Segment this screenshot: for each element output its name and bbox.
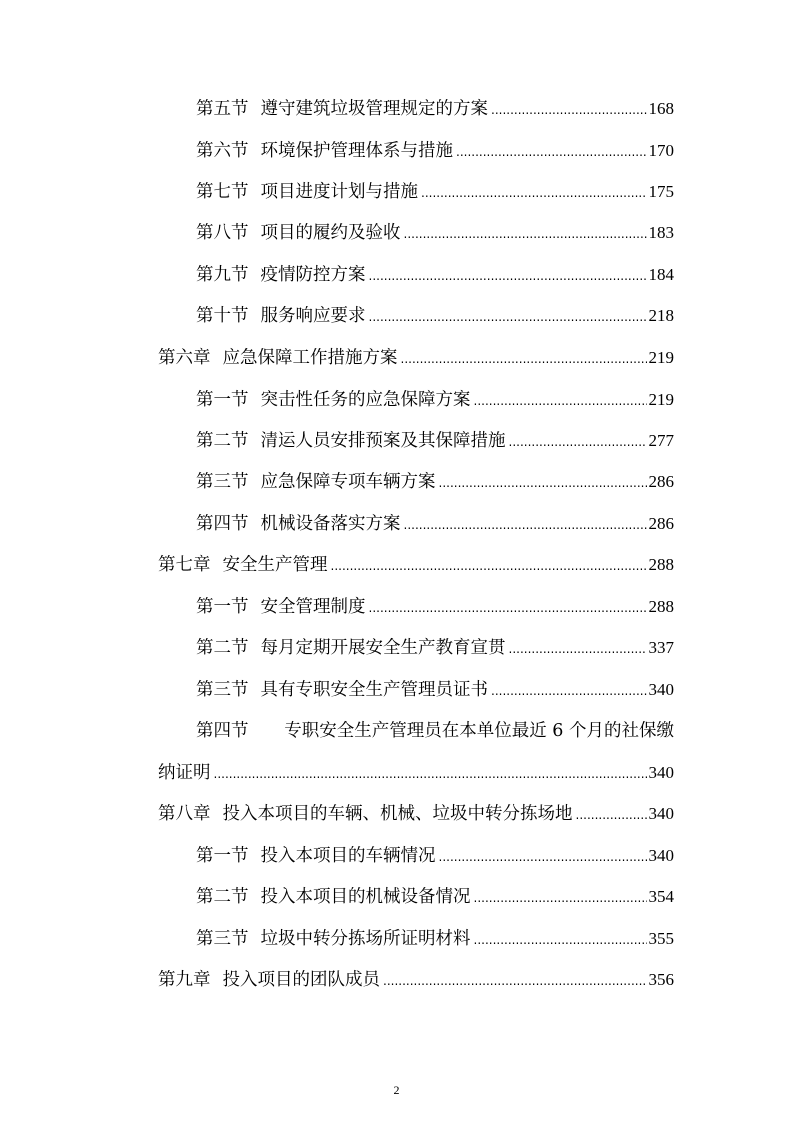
toc-entry[interactable] <box>196 305 674 328</box>
toc-page: 355 <box>648 929 674 948</box>
toc-entry[interactable] <box>196 140 674 163</box>
toc-title: 突击性任务的应急保障方案 <box>260 390 471 410</box>
leader-dots <box>509 431 647 453</box>
toc-entry[interactable] <box>196 596 674 619</box>
toc-label: 第八章 <box>158 804 211 824</box>
leader-dots <box>369 597 647 619</box>
toc-chapter-entry[interactable] <box>158 347 674 370</box>
toc-label: 第七章 <box>158 555 211 575</box>
leader-dots <box>404 223 647 245</box>
toc-label: 第六节 <box>196 141 249 161</box>
toc-page: 170 <box>648 141 674 160</box>
toc-title: 每月定期开展安全生产教育宣贯 <box>260 638 506 658</box>
toc-title: 安全管理制度 <box>260 597 366 617</box>
toc-label: 第二节 <box>196 887 249 907</box>
toc-label: 第四节 <box>196 721 249 741</box>
toc-label: 第九节 <box>196 265 249 285</box>
toc-title: 项目的履约及验收 <box>260 223 401 243</box>
toc-entry-wrapped-second-line[interactable] <box>158 762 674 785</box>
toc-page: 219 <box>648 390 674 409</box>
toc-page: 354 <box>648 887 674 906</box>
toc-label: 第一节 <box>196 390 249 410</box>
toc-page: 340 <box>648 804 674 823</box>
toc-page: 184 <box>648 265 674 284</box>
leader-dots <box>404 514 647 536</box>
leader-dots <box>421 182 647 204</box>
leader-dots <box>214 763 647 785</box>
toc-page: 356 <box>648 970 674 989</box>
toc-entry[interactable] <box>196 513 674 536</box>
toc-label: 第三节 <box>196 472 249 492</box>
toc-entry[interactable] <box>196 637 674 660</box>
toc-entry[interactable] <box>196 264 674 287</box>
leader-dots <box>491 680 647 702</box>
toc-page: 183 <box>648 223 674 242</box>
leader-dots <box>369 265 647 287</box>
leader-dots <box>509 638 647 660</box>
toc-title: 清运人员安排预案及其保障措施 <box>260 431 506 451</box>
toc-title: 应急保障工作措施方案 <box>222 348 398 368</box>
toc-title: 垃圾中转分拣场所证明材料 <box>260 929 471 949</box>
toc-page: 286 <box>648 514 674 533</box>
toc-title: 投入本项目的车辆情况 <box>260 846 436 866</box>
toc-label: 第四节 <box>196 514 249 534</box>
toc-entry[interactable] <box>196 181 674 204</box>
toc-label: 第三节 <box>196 680 249 700</box>
toc-page: 219 <box>648 348 674 367</box>
toc-page: 340 <box>648 763 674 782</box>
toc-page: 340 <box>648 680 674 699</box>
leader-dots <box>383 970 647 992</box>
leader-dots <box>439 472 647 494</box>
toc-entry[interactable] <box>196 679 674 702</box>
leader-dots <box>439 846 647 868</box>
toc-entry[interactable] <box>196 430 674 453</box>
toc-page: 288 <box>648 597 674 616</box>
toc-label: 第八节 <box>196 223 249 243</box>
toc-entry[interactable] <box>196 845 674 868</box>
toc-title: 具有专职安全生产管理员证书 <box>260 680 488 700</box>
toc-label: 第二节 <box>196 638 249 658</box>
leader-dots <box>369 306 647 328</box>
leader-dots <box>474 929 647 951</box>
toc-page: 218 <box>648 306 674 325</box>
toc-title: 应急保障专项车辆方案 <box>260 472 436 492</box>
toc-entry[interactable] <box>196 98 674 121</box>
leader-dots <box>331 555 647 577</box>
leader-dots <box>474 887 647 909</box>
toc-label: 第七节 <box>196 182 249 202</box>
toc-label: 第十节 <box>196 306 249 326</box>
toc-label: 第二节 <box>196 431 249 451</box>
toc-page: 288 <box>648 555 674 574</box>
toc-entry-wrapped-first-line[interactable] <box>196 720 674 742</box>
toc-chapter-entry[interactable] <box>158 803 674 826</box>
toc-title: 投入本项目的车辆、机械、垃圾中转分拣场地 <box>222 804 573 824</box>
toc-title: 项目进度计划与措施 <box>260 182 418 202</box>
page-number: 2 <box>393 1083 400 1097</box>
toc-label: 第六章 <box>158 348 211 368</box>
toc-entry[interactable] <box>196 886 674 909</box>
toc-page: 277 <box>648 431 674 450</box>
toc-title: 环境保护管理体系与措施 <box>260 141 453 161</box>
toc-title: 机械设备落实方案 <box>260 514 401 534</box>
toc-title: 疫情防控方案 <box>260 265 366 285</box>
leader-dots <box>456 141 647 163</box>
toc-chapter-entry[interactable] <box>158 554 674 577</box>
leader-dots <box>401 348 647 370</box>
toc-label: 第一节 <box>196 597 249 617</box>
toc-label: 第五节 <box>196 99 249 119</box>
toc-page: 175 <box>648 182 674 201</box>
toc-entry[interactable] <box>196 222 674 245</box>
toc-label: 第一节 <box>196 846 249 866</box>
toc-page: 340 <box>648 846 674 865</box>
toc-title: 投入项目的团队成员 <box>222 970 380 990</box>
toc-title: 专职安全生产管理员在本单位最近 6 个月的社保缴 <box>284 721 674 741</box>
leader-dots <box>474 390 647 412</box>
toc-entry[interactable] <box>196 928 674 951</box>
toc-title: 遵守建筑垃圾管理规定的方案 <box>260 99 488 119</box>
leader-dots <box>491 99 647 121</box>
toc-label: 第三节 <box>196 929 249 949</box>
leader-dots <box>576 804 647 826</box>
toc-entry[interactable] <box>196 389 674 412</box>
toc-title: 服务响应要求 <box>260 306 366 326</box>
toc-page: 286 <box>648 472 674 491</box>
toc-page: 168 <box>648 99 674 118</box>
toc-title: 投入本项目的机械设备情况 <box>260 887 471 907</box>
toc-title: 纳证明 <box>158 763 211 783</box>
toc-page: 337 <box>648 638 674 657</box>
toc-entry[interactable] <box>196 471 674 494</box>
toc-title: 安全生产管理 <box>222 555 328 575</box>
toc-label: 第九章 <box>158 970 211 990</box>
toc-chapter-entry[interactable] <box>158 969 674 992</box>
